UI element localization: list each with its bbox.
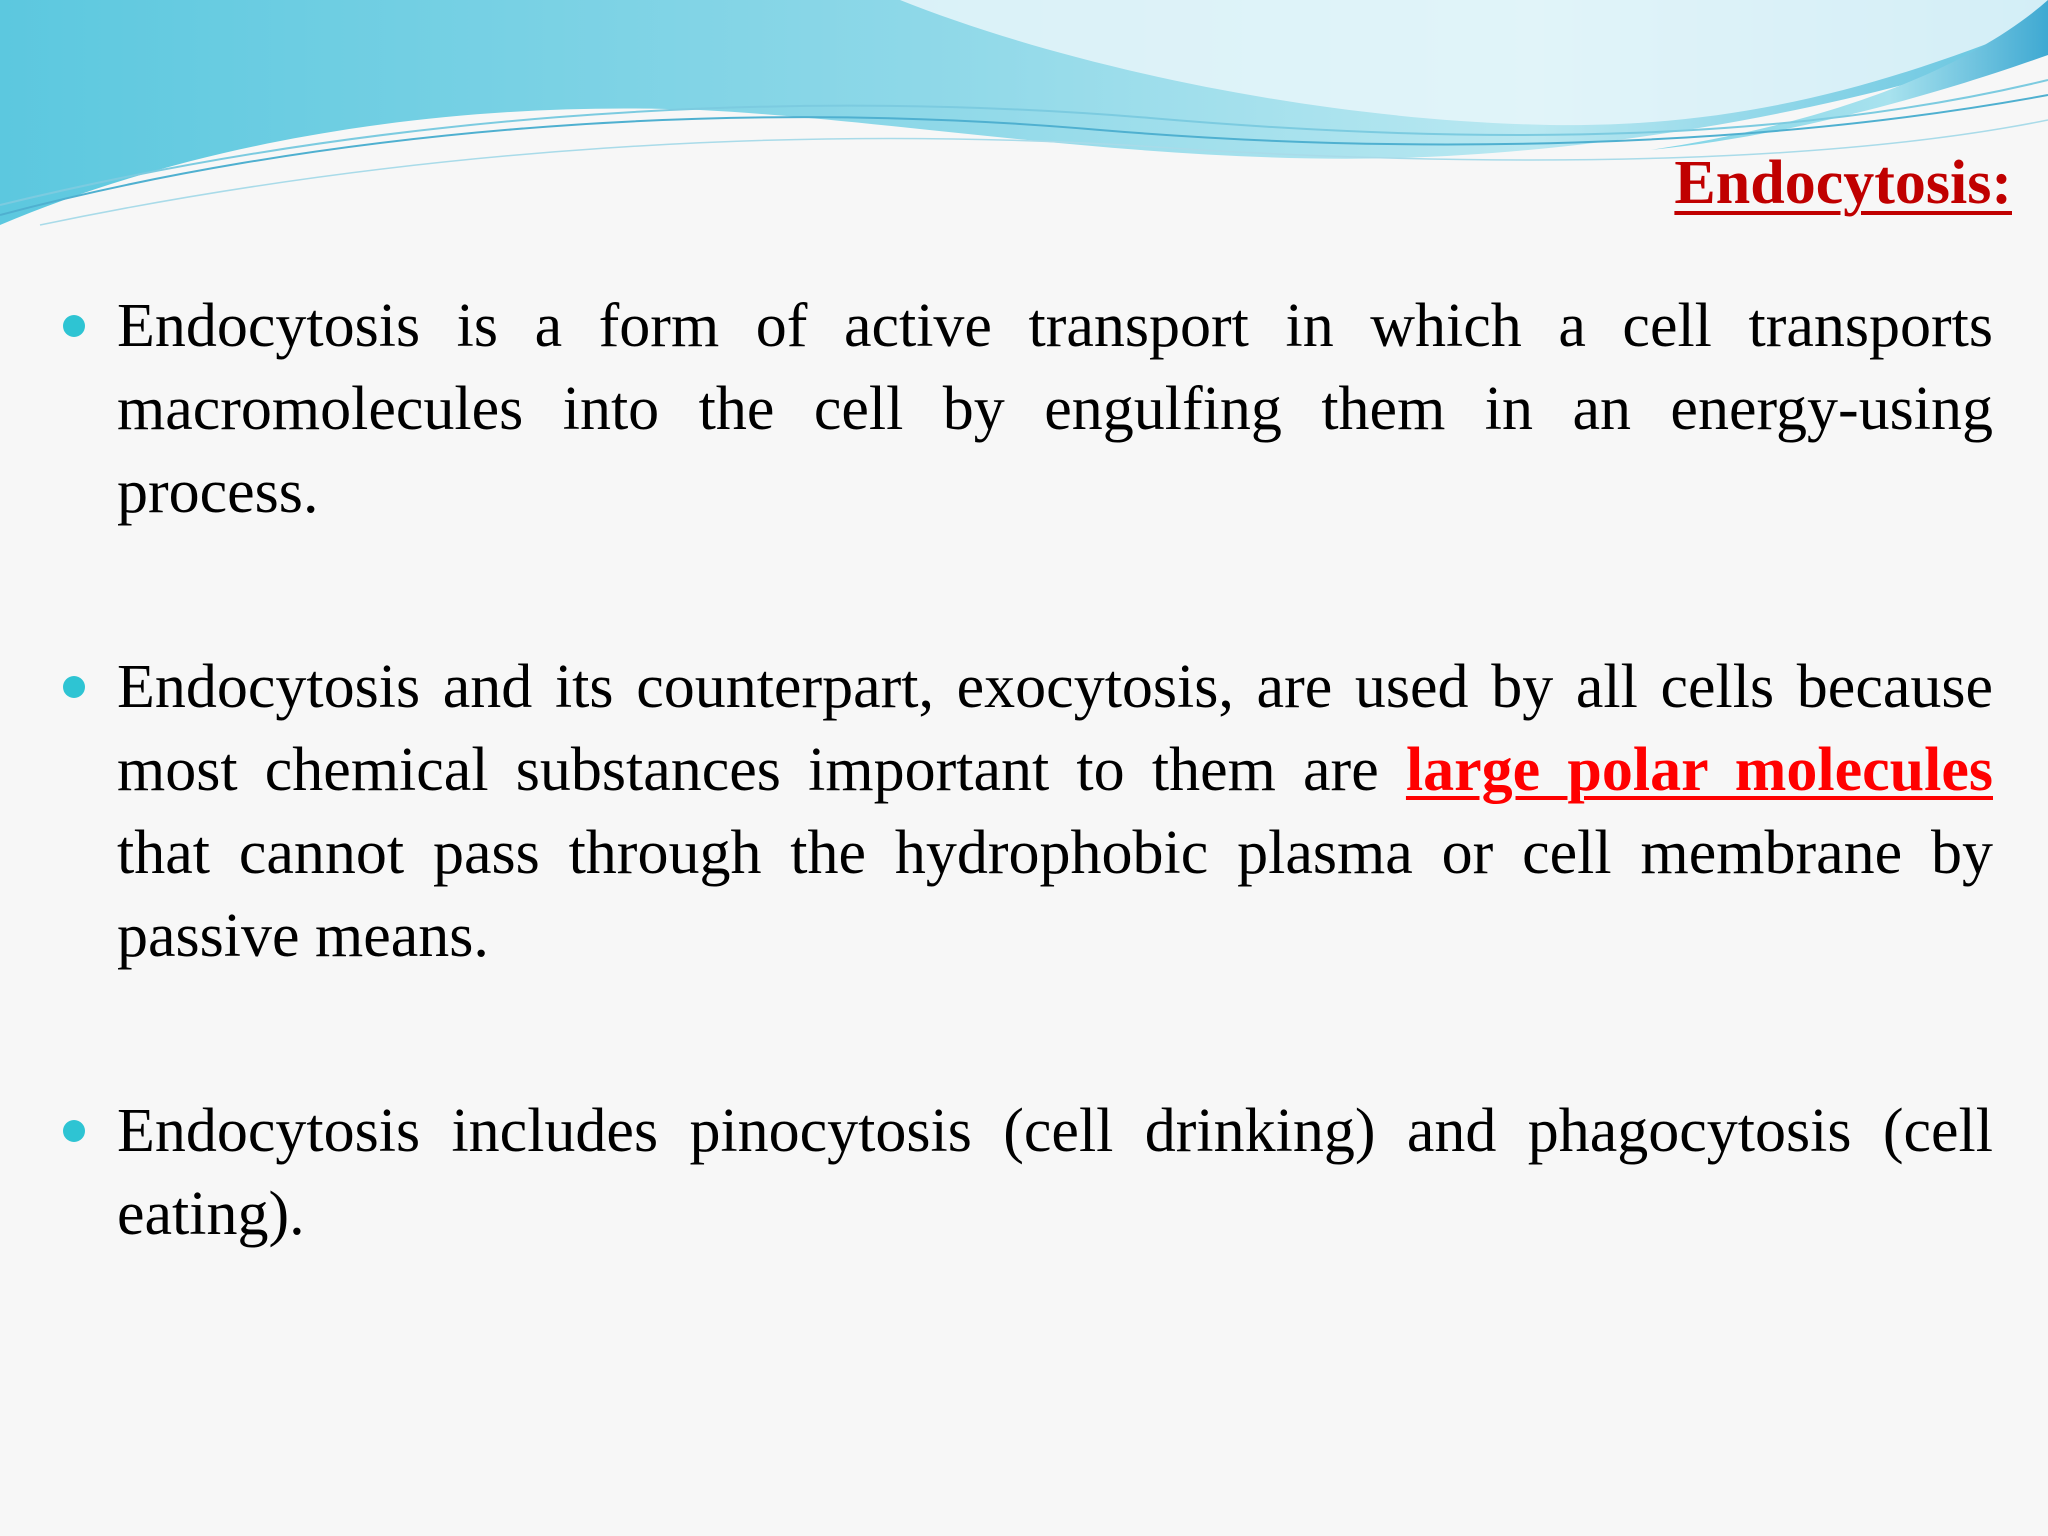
bullet-list [58, 285, 1993, 1256]
bullet-item-purpose [58, 646, 1993, 978]
bullet-dot-icon [63, 676, 85, 698]
bullet-item-types [58, 1090, 1993, 1256]
bullet-item-definition [58, 285, 1993, 534]
bullet-emphasis: large polar molecules [1405, 736, 1993, 804]
bullet-text: Endocytosis is a form of active transport in which a cell transports macromolecules into the cell by engulfing them in an energy-using process. [117, 292, 1993, 526]
bullet-dot-icon [63, 1120, 85, 1142]
bullet-dot-icon [63, 315, 85, 337]
slide-title: Endocytosis: [1674, 149, 2012, 217]
bullet-text-before: Endocytosis and its counterpart, exocytosis, are used by all cells because most chemical substances important to them are [117, 653, 1993, 804]
bullet-text-after: that cannot pass through the hydrophobic plasma or cell membrane by passive means. [117, 819, 1993, 970]
bullet-text: Endocytosis includes pinocytosis (cell drinking) and phagocytosis (cell eating). [117, 1097, 1993, 1248]
